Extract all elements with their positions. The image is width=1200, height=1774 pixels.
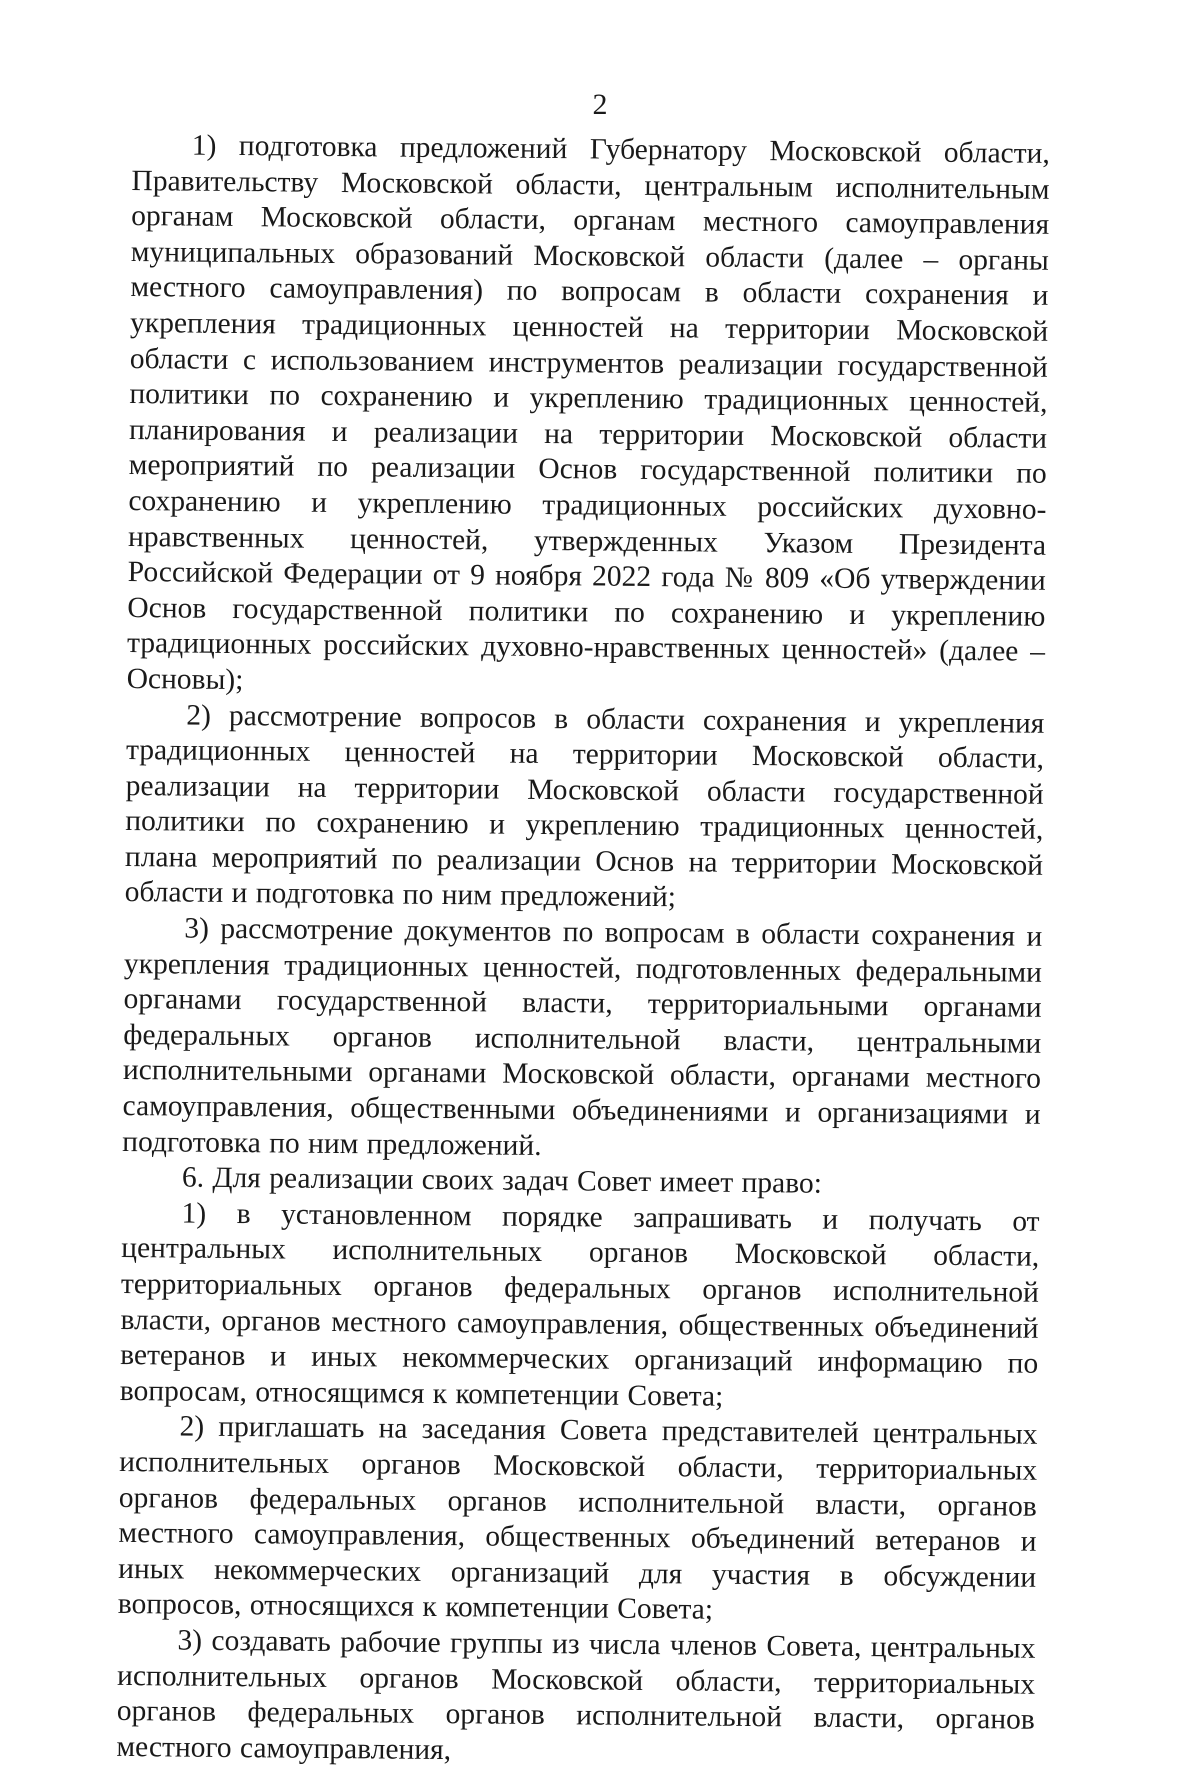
- paragraph-right-2: 2) приглашать на заседания Совета представителей центральных исполнительных органов Московской области, территориальных органов федеральных органов исполнительной власти, органов местного самоуправления, общественных объединений ветеранов и иных некоммерческих организаций для участия в обсуждении вопросов, относящихся к компетенции Совета;: [117, 1410, 1038, 1626]
- paragraph-item-2: 2) рассмотрение вопросов в области сохранения и укрепления традиционных ценностей на территории Московской области, реализации на территории Московской области государственной политики по сохранению и укреплению традиционных ценностей, плана мероприятий по реализации Основ на территории Московской области и подготовка по ним предложений;: [124, 699, 1045, 914]
- paragraph-item-1: 1) подготовка предложений Губернатору Московской области, Правительству Московской области, центральным исполнительным органам Московской области, органам местного самоуправления муниципальных образований Московской области (далее – органы местного самоуправления) по вопросам в области сохранения и укрепления традиционных ценностей на территории Московской области с использованием инструментов реализации государственной политики по сохранению и укреплению традиционных ценностей, планирования и реализации на территории Московской области мероприятий по реализации Основ государственной политики по сохранению и укреплению традиционных российских духовно-нравственных ценностей, утвержденных Указом Президента Российской Федерации от 9 ноября 2022 года № 809 «Об утверждении Основ государственной политики по сохранению и укреплению традиционных российских духовно-нравственных ценностей» (далее – Основы);: [126, 129, 1050, 697]
- paragraph-right-1: 1) в установленном порядке запрашивать и получать от центральных исполнительных органов Московской области, территориальных органов федеральных органов исполнительной власти, органов местного самоуправления, общественных объединений ветеранов и иных некоммерческих организаций информацию по вопросам, относящимся к компетенции Совета;: [119, 1197, 1040, 1413]
- paragraph-right-3: 3) создавать рабочие группы из числа членов Совета, центральных исполнительных органов Московской области, территориальных органов федеральных органов исполнительной власти, органов местного самоуправления,: [116, 1624, 1036, 1766]
- paragraph-item-3: 3) рассмотрение документов по вопросам в области сохранения и укрепления традиционных ценностей, подготовленных федеральными органами государственной власти, территориальными органами федеральных органов исполнительной власти, центральными исполнительными органами Московской области, органами местного самоуправления, общественными объединениями и организациями и подготовка по ним предложений.: [122, 912, 1043, 1162]
- page-number: 2: [592, 88, 608, 121]
- document-body: [116, 128, 1050, 1774]
- paragraph-section-6: 6. Для реализации своих задач Совет имеет право:: [181, 1161, 823, 1200]
